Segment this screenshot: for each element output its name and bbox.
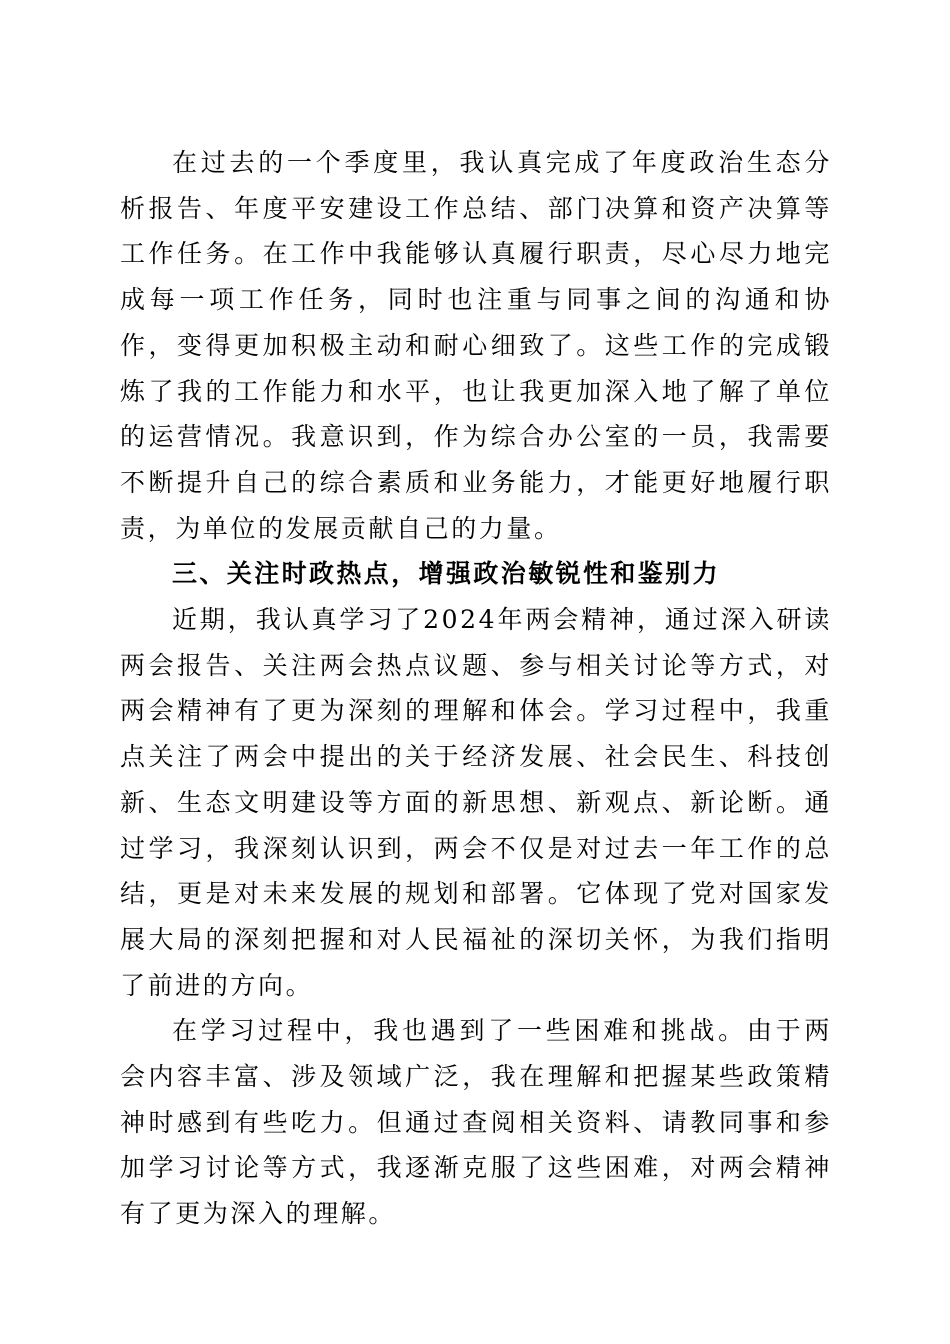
document-body	[120, 140, 832, 1237]
body-paragraph: 在学习过程中，我也遇到了一些困难和挑战。由于两会内容丰富、涉及领域广泛，我在理解和把握某些政策精神时感到有些吃力。但通过查阅相关资料、请教同事和参加学习讨论等方式，我逐渐克服了这些困难，对两会精神有了更为深入的理解。	[120, 1016, 832, 1229]
body-paragraph: 在过去的一个季度里，我认真完成了年度政治生态分析报告、年度平安建设工作总结、部门决算和资产决算等工作任务。在工作中我能够认真履行职责，尽心尽力地完成每一项工作任务，同时也注重与同事之间的沟通和协作，变得更加积极主动和耐心细致了。这些工作的完成锻炼了我的工作能力和水平，也让我更加深入地了解了单位的运营情况。我意识到，作为综合办公室的一员，我需要不断提升自己的综合素质和业务能力，才能更好地履行职责，为单位的发展贡献自己的力量。	[120, 148, 832, 543]
body-paragraph: 近期，我认真学习了2024年两会精神，通过深入研读两会报告、关注两会热点议题、参与相关讨论等方式，对两会精神有了更为深刻的理解和体会。学习过程中，我重点关注了两会中提出的关于经济发展、社会民生、科技创新、生态文明建设等方面的新思想、新观点、新论断。通过学习，我深刻认识到，两会不仅是对过去一年工作的总结，更是对未来发展的规划和部署。它体现了党对国家发展大局的深刻把握和对人民福祉的深切关怀，为我们指明了前进的方向。	[120, 605, 832, 1000]
section-heading: 三、关注时政热点，增强政治敏锐性和鉴别力	[172, 559, 721, 589]
